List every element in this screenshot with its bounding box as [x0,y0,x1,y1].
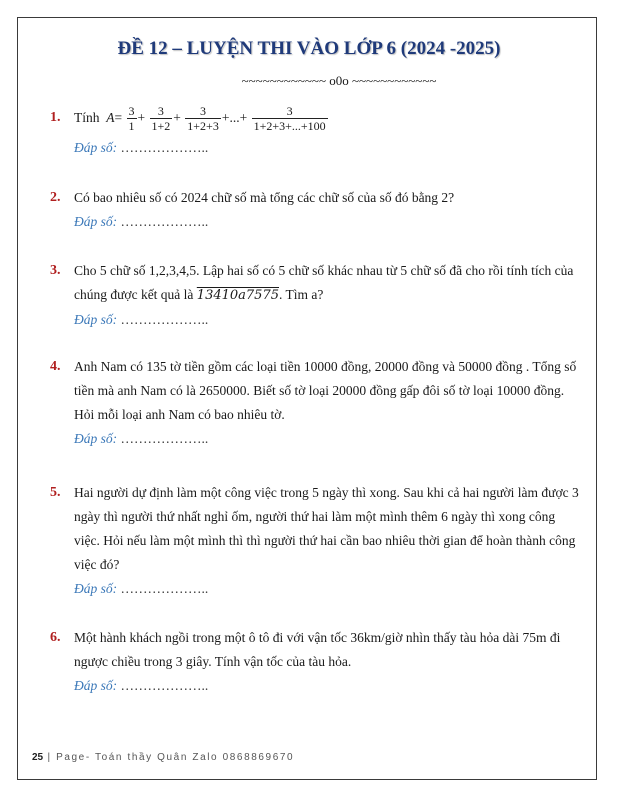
answer-line: Đáp số: ……………….. [74,678,209,693]
answer-line: Đáp số: ……………….. [74,140,209,155]
question-number: 3. [50,263,61,278]
question-6 [50,626,580,698]
question-1 [50,100,580,160]
fraction: $\frac{3}{1+2+3}$ [187,104,219,134]
answer-line: Đáp số: ……………….. [74,312,209,327]
question-text: Có bao nhiêu số có 2024 chữ số mà tổng các chữ số của số đó bằng 2? [74,190,455,205]
answer-line: Đáp số: ……………….. [74,214,209,229]
question-4 [50,355,580,451]
answer-line: Đáp số: ……………….. [74,581,209,596]
question-2 [50,186,580,234]
question-5 [50,481,580,601]
question-number: 4. [50,359,61,374]
question-text: Hai người dự định làm một công việc trong 5 ngày thì xong. Sau khi cả hai người làm được 3 ngày thì người thứ nhất nghỉ ốm, người thứ hai làm một mình thêm 6 ngày thì xong công việc. Hỏi nếu làm một mình thì thì người thứ hai cần bao nhiêu thời gian để hoàn thành công việc đó? [74,485,579,572]
fraction: $\frac{3}{1}$ [128,104,135,134]
answer-line: Đáp số: ……………….. [74,431,209,446]
question-number: 1. [50,110,61,125]
question-number: 2. [50,190,61,205]
footer-text: Page- Toán thầy Quân Zalo 0868869670 [56,752,295,763]
question-number: 6. [50,630,61,645]
page-title: ĐỀ 12 – LUYỆN THI VÀO LỚP 6 (2024 -2025) [117,38,501,59]
fraction: $\frac{3}{1+2}$ [151,104,171,134]
question-text: Cho 5 chữ số 1,2,3,4,5. Lập hai số có 5 chữ số khác nhau từ 5 chữ số đã cho rồi tính tích của chúng được kết quả là 13410a7575. Tìm a? [74,263,574,303]
fraction: $\frac{3}{1+2+3+...+100}$ [253,104,326,134]
page-number: 25 [32,752,44,763]
question-text: Anh Nam có 135 tờ tiền gồm các loại tiền 10000 đồng, 20000 đồng và 50000 đồng . Tổng số tiền mà anh Nam có là 2650000. Biết số tờ loại 20000 đồng gấp đôi số tờ loại 10000 đồng. Hỏi mỗi loại anh Nam có bao nhiêu tờ. [74,359,577,422]
separator: ~~~~~~~~~~~~ o0o ~~~~~~~~~~~~ [241,73,437,88]
question-text: Một hành khách ngồi trong một ô tô đi với vận tốc 36km/giờ nhìn thấy tàu hỏa dài 75m đi ngược chiều trong 3 giây. Tính vận tốc của tàu hỏa. [74,630,561,669]
page-footer: 25 | Page- Toán thầy Quân Zalo 0868869670 [32,752,295,763]
overlined-number: 13410a7575 [196,288,279,303]
question-number: 5. [50,485,61,500]
question-3 [50,259,580,332]
question-text: Tính A= $\frac{3}{1}$ + $\frac{3}{1+2}$ + $\frac{3}{1+2+3}$ +...+ $\frac{3}{1+2+3+...+100}$ [74,104,326,134]
